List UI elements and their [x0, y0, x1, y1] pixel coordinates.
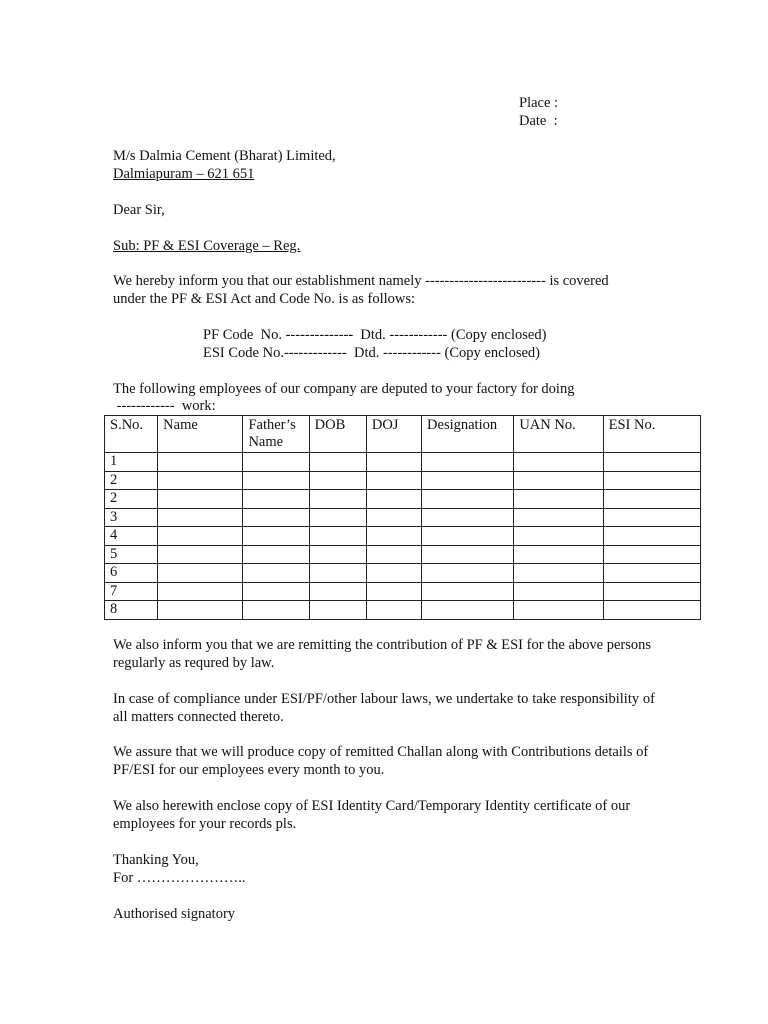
table-header-row	[105, 416, 701, 453]
table-row	[105, 508, 701, 527]
empty-cell	[514, 601, 603, 620]
empty-cell	[422, 508, 514, 527]
empty-cell	[243, 490, 309, 509]
empty-cell	[243, 527, 309, 546]
column-header-dob: DOB	[309, 416, 366, 453]
empty-cell	[514, 527, 603, 546]
column-header-uan: UAN No.	[514, 416, 603, 453]
column-header-sno: S.No.	[105, 416, 158, 453]
empty-cell	[514, 582, 603, 601]
empty-cell	[158, 508, 243, 527]
empty-cell	[603, 508, 700, 527]
row-serial-number: 5	[105, 545, 158, 564]
empty-cell	[514, 564, 603, 583]
empty-cell	[422, 471, 514, 490]
empty-cell	[158, 471, 243, 490]
empty-cell	[309, 508, 366, 527]
column-header-doj: DOJ	[366, 416, 421, 453]
empty-cell	[422, 564, 514, 583]
empty-cell	[158, 453, 243, 472]
column-header-designation: Designation	[422, 416, 514, 453]
empty-cell	[603, 490, 700, 509]
empty-cell	[366, 490, 421, 509]
empty-cell	[366, 545, 421, 564]
empty-cell	[366, 527, 421, 546]
thanks-line: Thanking You,	[113, 852, 199, 868]
table-row	[105, 527, 701, 546]
row-serial-number: 8	[105, 601, 158, 620]
salutation: Dear Sir,	[113, 202, 165, 218]
empty-cell	[366, 471, 421, 490]
empty-cell	[309, 582, 366, 601]
empty-cell	[514, 508, 603, 527]
empty-cell	[603, 564, 700, 583]
table-row	[105, 471, 701, 490]
row-serial-number: 6	[105, 564, 158, 583]
table-row	[105, 582, 701, 601]
empty-cell	[514, 490, 603, 509]
employee-table	[104, 415, 701, 620]
empty-cell	[422, 545, 514, 564]
empty-cell	[309, 453, 366, 472]
empty-cell	[243, 453, 309, 472]
column-header-name: Name	[158, 416, 243, 453]
empty-cell	[366, 601, 421, 620]
empty-cell	[243, 471, 309, 490]
empty-cell	[603, 453, 700, 472]
empty-cell	[603, 471, 700, 490]
empty-cell	[366, 582, 421, 601]
column-header-fathers-name: Father’s Name	[243, 416, 309, 453]
empty-cell	[309, 471, 366, 490]
empty-cell	[603, 601, 700, 620]
empty-cell	[366, 564, 421, 583]
empty-cell	[158, 545, 243, 564]
row-serial-number: 3	[105, 508, 158, 527]
empty-cell	[603, 527, 700, 546]
empty-cell	[422, 601, 514, 620]
empty-cell	[158, 490, 243, 509]
authorised-signatory: Authorised signatory	[113, 906, 236, 922]
empty-cell	[158, 601, 243, 620]
empty-cell	[514, 545, 603, 564]
for-line: For …………………..	[113, 870, 246, 886]
table-row	[105, 453, 701, 472]
deputation-line-2: ------------ work:	[113, 398, 216, 414]
empty-cell	[243, 582, 309, 601]
empty-cell	[422, 582, 514, 601]
intro-line-2: under the PF & ESI Act and Code No. is as follows:	[113, 291, 416, 307]
pf-code-line: PF Code No. -------------- Dtd. ------------ (Copy enclosed)	[203, 327, 547, 343]
column-header-esi: ESI No.	[603, 416, 700, 453]
row-serial-number: 7	[105, 582, 158, 601]
empty-cell	[243, 564, 309, 583]
addressee-name: M/s Dalmia Cement (Bharat) Limited,	[113, 148, 336, 164]
compliance-paragraph: In case of compliance under ESI/PF/other labour laws, we undertake to take responsibility of all matters connected thereto.	[113, 691, 655, 725]
intro-line-1: We hereby inform you that our establishment namely ------------------------- is covered	[113, 273, 609, 289]
empty-cell	[366, 508, 421, 527]
table-row	[105, 545, 701, 564]
empty-cell	[158, 582, 243, 601]
empty-cell	[158, 527, 243, 546]
identity-paragraph: We also herewith enclose copy of ESI Identity Card/Temporary Identity certificate of our employees for your records pls.	[113, 798, 631, 832]
empty-cell	[243, 601, 309, 620]
date-label: Date :	[519, 113, 558, 129]
empty-cell	[603, 545, 700, 564]
empty-cell	[309, 601, 366, 620]
deputation-line-1: The following employees of our company are deputed to your factory for doing	[113, 381, 575, 397]
empty-cell	[243, 545, 309, 564]
table-row	[105, 564, 701, 583]
empty-cell	[422, 453, 514, 472]
challan-paragraph: We assure that we will produce copy of remitted Challan along with Contributions details of PF/ESI for our employees every month to you.	[113, 744, 649, 778]
empty-cell	[422, 527, 514, 546]
empty-cell	[309, 564, 366, 583]
subject-line: Sub: PF & ESI Coverage – Reg.	[113, 238, 301, 254]
row-serial-number: 2	[105, 471, 158, 490]
table-row	[105, 490, 701, 509]
empty-cell	[309, 490, 366, 509]
empty-cell	[603, 582, 700, 601]
table-row	[105, 601, 701, 620]
empty-cell	[366, 453, 421, 472]
empty-cell	[309, 527, 366, 546]
place-label: Place :	[519, 95, 559, 111]
empty-cell	[422, 490, 514, 509]
esi-code-line: ESI Code No.------------- Dtd. ------------ (Copy enclosed)	[203, 345, 540, 361]
addressee-location: Dalmiapuram – 621 651	[113, 166, 255, 182]
empty-cell	[514, 471, 603, 490]
empty-cell	[158, 564, 243, 583]
empty-cell	[514, 453, 603, 472]
remittance-paragraph: We also inform you that we are remitting the contribution of PF & ESI for the above persons regularly as requred by law.	[113, 637, 652, 671]
empty-cell	[243, 508, 309, 527]
row-serial-number: 1	[105, 453, 158, 472]
row-serial-number: 2	[105, 490, 158, 509]
empty-cell	[309, 545, 366, 564]
row-serial-number: 4	[105, 527, 158, 546]
